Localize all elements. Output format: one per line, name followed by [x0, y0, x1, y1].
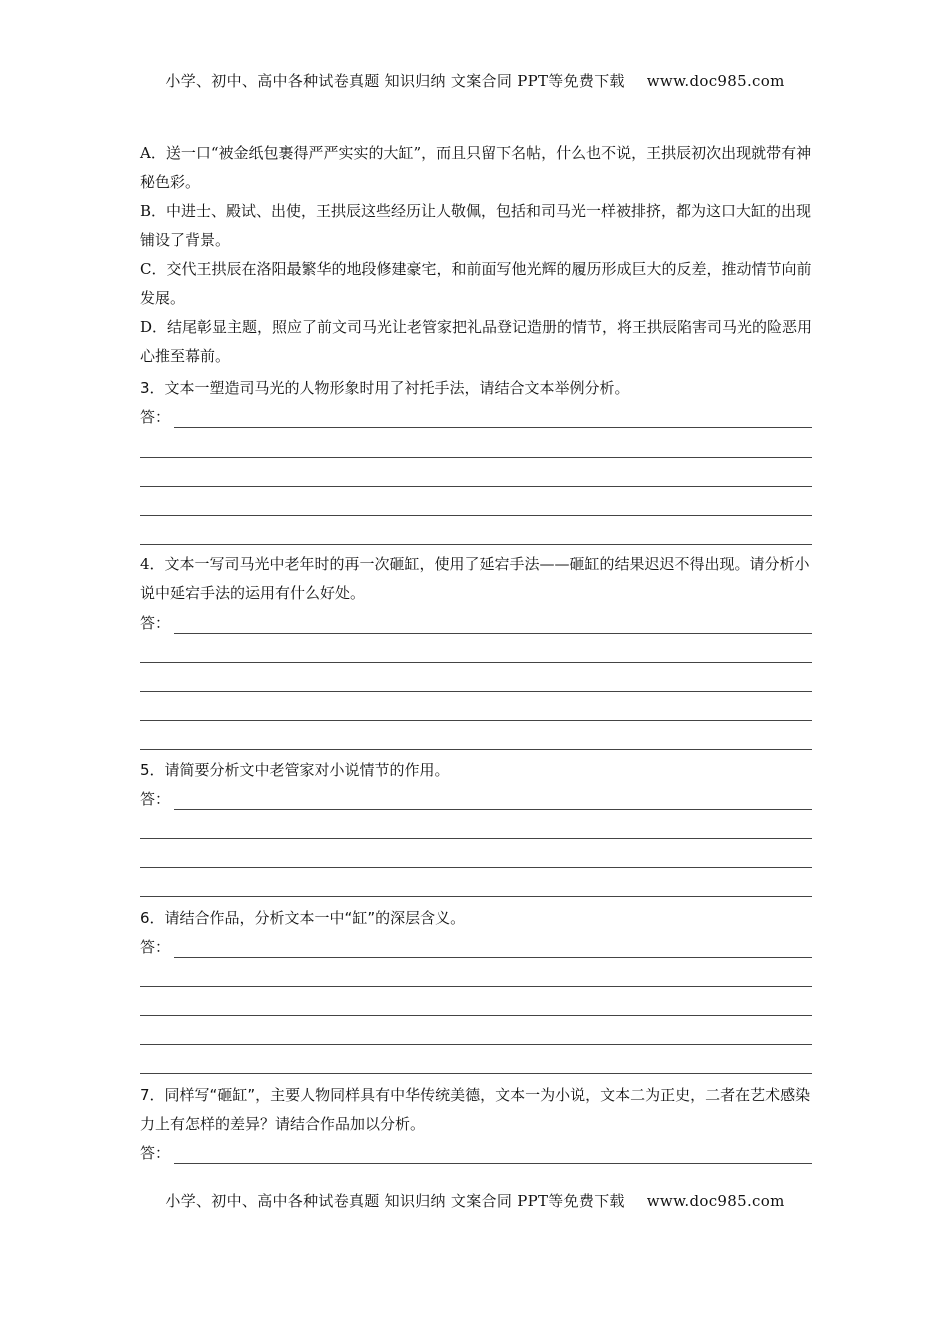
answer-line[interactable]: [140, 691, 812, 692]
question-3: 3．文本一塑造司马光的人物形象时用了衬托手法，请结合文本举例分析。: [140, 379, 630, 397]
header-text: 小学、初中、高中各种试卷真题 知识归纳 文案合同 PPT等免费下载: [165, 72, 625, 90]
question-6: 6．请结合作品，分析文本一中“缸”的深层含义。: [140, 909, 466, 927]
question-5: 5．请简要分析文中老管家对小说情节的作用。: [140, 761, 450, 779]
answer-label: 答：: [140, 938, 171, 956]
answer-label: 答：: [140, 790, 171, 808]
header-url[interactable]: www.doc985.com: [646, 72, 785, 90]
option-a: A．送一口“被金纸包裹得严严实实的大缸”，而且只留下名帖，什么也不说，王拱辰初次出现就带有神秘色彩。: [140, 144, 812, 191]
answer-line[interactable]: [140, 1073, 812, 1074]
answer-4-field[interactable]: [140, 610, 812, 638]
answer-label: 答：: [140, 408, 171, 426]
footer-url[interactable]: www.doc985.com: [646, 1192, 785, 1210]
footer-text: 小学、初中、高中各种试卷真题 知识归纳 文案合同 PPT等免费下载: [165, 1192, 625, 1210]
option-b: B．中进士、殿试、出使，王拱辰这些经历让人敬佩，包括和司马光一样被排挤，都为这口大缸的出现铺设了背景。: [140, 202, 812, 249]
answer-line[interactable]: [140, 749, 812, 750]
answer-line[interactable]: [140, 544, 812, 545]
answer-line[interactable]: [140, 486, 812, 487]
answer-label: 答：: [140, 1144, 171, 1162]
answer-line[interactable]: [140, 662, 812, 663]
answer-line[interactable]: [140, 986, 812, 987]
answer-line[interactable]: [140, 838, 812, 839]
page-header: [0, 70, 950, 91]
option-c: C．交代王拱辰在洛阳最繁华的地段修建豪宅，和前面写他光辉的履历形成巨大的反差，推动情节向前发展。: [140, 260, 812, 307]
answer-line[interactable]: [140, 1044, 812, 1045]
answer-7-field[interactable]: [140, 1140, 812, 1168]
answer-6-field[interactable]: [140, 934, 812, 962]
answer-line[interactable]: [140, 457, 812, 458]
question-7: 7．同样写“砸缸”，主要人物同样具有中华传统美德，文本一为小说，文本二为正史，二者在艺术感染力上有怎样的差异？请结合作品加以分析。: [140, 1086, 811, 1133]
answer-line[interactable]: [140, 867, 812, 868]
question-4: 4．文本一写司马光中老年时的再一次砸缸，使用了延宕手法——砸缸的结果迟迟不得出现。请分析小说中延宕手法的运用有什么好处。: [140, 555, 810, 602]
option-d: D．结尾彰显主题，照应了前文司马光让老管家把礼品登记造册的情节，将王拱辰陷害司马光的险恶用心推至幕前。: [140, 318, 813, 365]
answer-label: 答：: [140, 614, 171, 632]
page-footer: [0, 1190, 950, 1211]
answer-line[interactable]: [140, 896, 812, 897]
answer-line[interactable]: [140, 515, 812, 516]
answer-line[interactable]: [140, 1015, 812, 1016]
answer-5-field[interactable]: [140, 786, 812, 814]
answer-3-field[interactable]: [140, 404, 812, 432]
answer-line[interactable]: [140, 720, 812, 721]
